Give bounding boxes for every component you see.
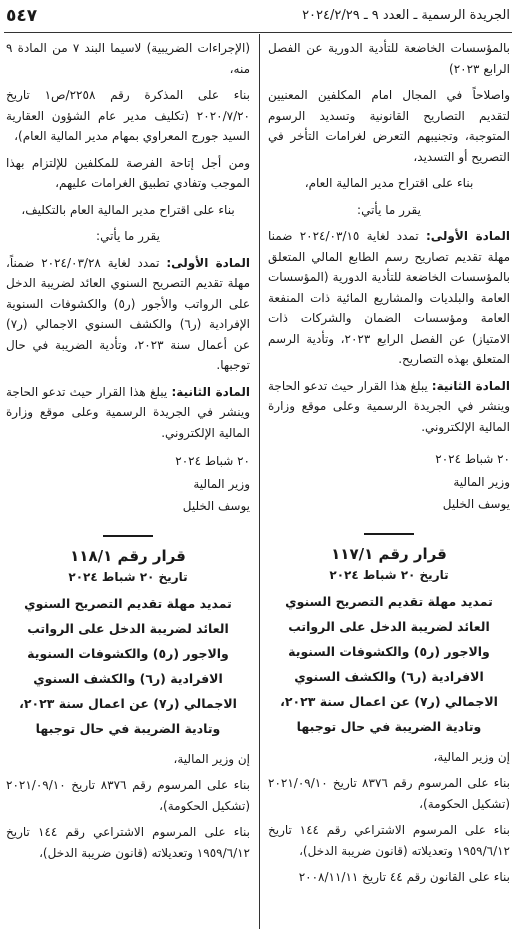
paragraph: (الإجراءات الضريبية) لاسيما البند ٧ من المادة ٩ منه، <box>6 41 250 76</box>
decree-date: تاريخ ٢٠ شباط ٢٠٢٤ <box>68 569 188 584</box>
decree-date: تاريخ ٢٠ شباط ٢٠٢٤ <box>329 567 449 582</box>
article-label: المادة الأولى: <box>425 229 510 243</box>
article-label: المادة الثانية: <box>171 384 250 399</box>
article-2 <box>268 376 510 438</box>
paragraph: بناء على المرسوم الاشتراعي رقم ١٤٤ تاريخ ١٩٥٩/٦/١٢ وتعديلاته (قانون ضريبة الدخل)، <box>6 825 251 860</box>
decree-title: قرار رقم ١١٧/١ <box>331 544 447 563</box>
right-column <box>268 38 510 894</box>
page-header <box>4 6 512 28</box>
header-title: الجريدة الرسمية ـ العدد ٩ ـ ٢٠٢٤/٢/٢٩ <box>302 8 510 23</box>
paragraph: بالمؤسسات الخاضعة للتأدية الدورية عن الفصل الرابع ٢٠٢٣) <box>268 41 510 76</box>
decree-subject: تمديد مهلة تقديم التصريح السنوي العائد لضريبة الدخل على الرواتب والاجور (ر٥) والكشوفات السنوية الافرادية (ر٦) والكشف السنوي الاجمالي (ر٧) عن اعمال سنة ٢٠٢٣، وتادية الضريبة في حال توجبها <box>19 595 237 736</box>
paragraph: بناء على اقتراح مدير المالية العام بالتكليف، <box>21 202 235 217</box>
decree-title: قرار رقم ١١٨/١ <box>70 546 186 565</box>
article-text: تمدد لغاية ٢٠٢٤/٠٣/٢٨ ضمناً، مهلة تقديم التصريح السنوي العائد لضريبة الدخل على الرواتب والأجور (ر٥) والكشوفات السنوية الإفرادية (ر٦) والكشف السنوي الاجمالي (ر٧) عن أعمال سنة ٢٠٢٣، وتأدية الضريبة في حال توجبها. <box>6 255 251 372</box>
paragraph: واصلاحاً في المجال امام المكلفين المعنيين لتقديم التصاريح القانونية وتسديد الرسوم المتوجبة، وتجنيبهم التعرض لغرامات التأخر في التصريح أو التسديد، <box>268 88 510 164</box>
article-label: المادة الأولى: <box>166 255 250 270</box>
paragraph: بناء على المرسوم الاشتراعي رقم ١٤٤ تاريخ ١٩٥٩/٦/١٢ وتعديلاته (قانون ضريبة الدخل)، <box>268 823 510 858</box>
decides-heading: يقرر ما يأتي: <box>96 229 160 243</box>
article-text: يبلغ هذا القرار حيث تدعو الحاجة وينشر في الجريدة الرسمية وعلى موقع وزارة المالية الإلكتروني. <box>6 384 250 440</box>
signature-date: ٢٠ شباط ٢٠٢٤ <box>175 454 250 468</box>
paragraph: إن وزير المالية، <box>433 749 510 764</box>
paragraph: إن وزير المالية، <box>173 751 250 766</box>
signature-name: يوسف الخليل <box>442 497 510 511</box>
section-separator <box>268 533 510 535</box>
signature-title: وزير المالية <box>193 476 250 491</box>
section-separator <box>6 535 250 537</box>
article-1 <box>268 226 510 370</box>
left-column <box>6 38 250 869</box>
decree-subject: تمديد مهلة تقديم التصريح السنوي العائد لضريبة الدخل على الرواتب والاجور (ر٥) والكشوفات السنوية الافرادية (ر٦) والكشف السنوي الاجمالي (ر٧) عن اعمال سنة ٢٠٢٣، وتادية الضريبة في حال توجبها <box>280 593 498 734</box>
paragraph: بناء على اقتراح مدير المالية العام، <box>304 176 474 190</box>
column-divider <box>259 34 260 929</box>
article-text: يبلغ هذا القرار حيث تدعو الحاجة وينشر في الجريدة الرسمية وعلى موقع وزارة المالية الإلكتروني. <box>268 378 510 434</box>
decides-heading: يقرر ما يأتي: <box>357 202 421 217</box>
signature-title: وزير المالية <box>453 474 510 489</box>
signature-name: يوسف الخليل <box>182 499 250 513</box>
article-label: المادة الثانية: <box>431 378 510 393</box>
article-2 <box>6 382 250 444</box>
paragraph: بناء على المذكرة رقم ٢٢٥٨/ص١ تاريخ ٢٠٢٠/٧/٢٠ (تكليف مدير عام الشؤون العقارية السيد جورج المعراوي بمهام مدير المالية العام)، <box>6 88 250 143</box>
article-text: تمدد لغاية ٢٠٢٤/٠٣/١٥ ضمنا مهلة تقديم تصاريح رسم الطابع المالي المتعلق بالمؤسسات الخاضعة للتأدية الدورية (المؤسسات العامة والبلديات والمشاريع المائية ذات المنفعة العامة ومؤسسات الضمان والشركات ذات الامتياز) عن الفصل الرابع ٢٠٢٣، وتأدية الرسم المتعلق بهذه التصاريح. <box>268 229 510 366</box>
signature-date: ٢٠ شباط ٢٠٢٤ <box>435 452 510 466</box>
article-1 <box>6 253 250 376</box>
header-rule <box>4 32 512 33</box>
paragraph: ومن أجل إتاحة الفرصة للمكلفين للإلتزام بهذا الموجب وتفادي تطبيق الغرامات عليهم، <box>6 155 250 190</box>
paragraph: بناء على المرسوم رقم ٨٣٧٦ تاريخ ٢٠٢١/٠٩/١٠ (تشكيل الحكومة)، <box>6 778 250 813</box>
page-number: ٥٤٧ <box>6 6 38 26</box>
paragraph: بناء على القانون رقم ٤٤ تاريخ ٢٠٠٨/١١/١١ <box>298 870 510 884</box>
paragraph: بناء على المرسوم رقم ٨٣٧٦ تاريخ ٢٠٢١/٠٩/١٠ (تشكيل الحكومة)، <box>268 776 510 811</box>
